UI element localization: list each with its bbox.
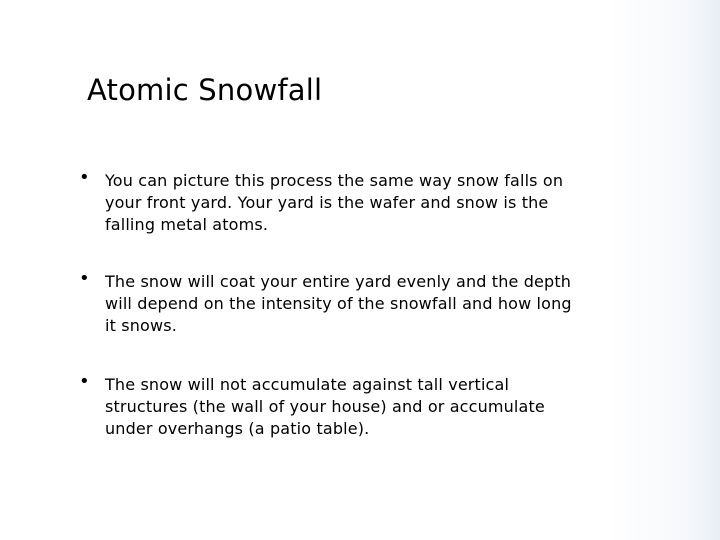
slide-edge-gradient (610, 0, 720, 540)
slide-title: Atomic Snowfall (87, 73, 323, 107)
bullet-marker: • (79, 371, 90, 392)
bullet-text: The snow will coat your entire yard evenly and the depth will depend on the intensity of the snowfall and how long it snows. (105, 272, 572, 335)
bullet-text: The snow will not accumulate against tall vertical structures (the wall of your house) and or accumulate under overhangs (a patio table). (105, 375, 545, 438)
bullet-marker: • (79, 167, 90, 188)
bullet-marker: • (79, 268, 90, 289)
bullet-text: You can picture this process the same way snow falls on your front yard. Your yard is the wafer and snow is the falling metal atoms. (105, 171, 564, 234)
